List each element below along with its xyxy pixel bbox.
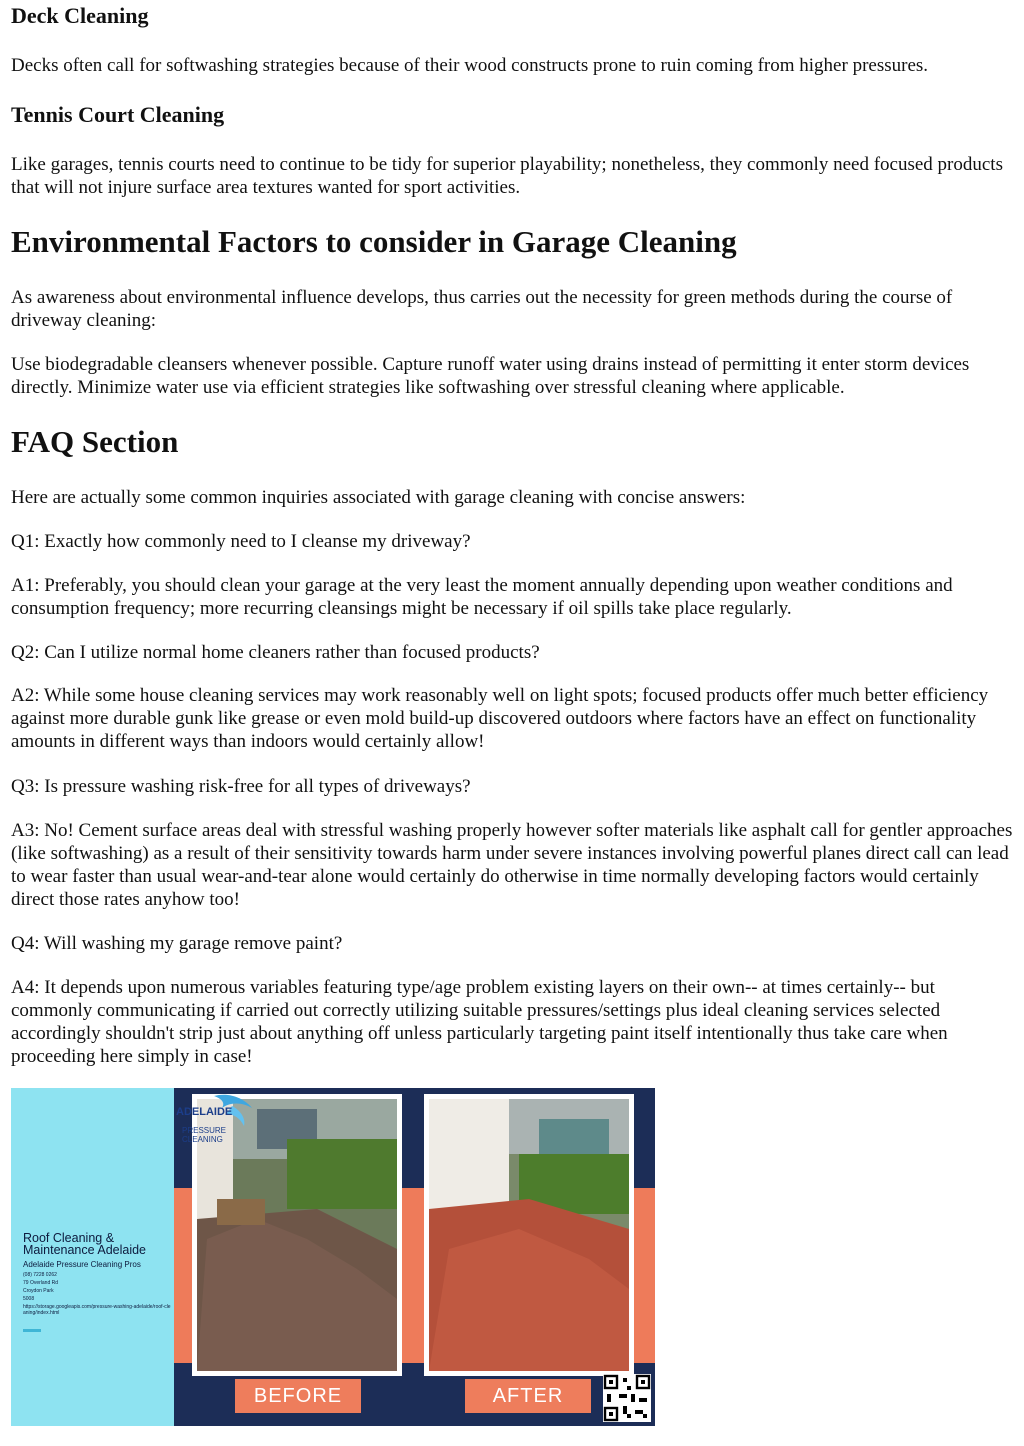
- after-photo: [424, 1094, 634, 1376]
- faq-question: Q3: Is pressure washing risk-free for all types of driveways?: [11, 776, 471, 797]
- qr-code[interactable]: [603, 1374, 651, 1422]
- postcode: 5008: [23, 1296, 35, 1302]
- faq-question: Q1: Exactly how commonly need to I cleanse my driveway?: [11, 531, 471, 552]
- contact-panel: [11, 1088, 174, 1426]
- deck-text: Decks often call for softwashing strategies because of their wood constructs prone to ruin coming from higher pressures.: [11, 55, 929, 76]
- faq-answer: A4: It depends upon numerous variables featuring type/age problem existing layers on their own-- at times certainly-- but commonly communicating if carried out correctly utilizing suitable pressures/settings plus ideal cleaning services selected accordingly shouldn't strip just about anything off unless particularly targeting paint itself intentionally thus take care when proceeding here simply in case!: [11, 977, 948, 1067]
- suburb: Croydon Park: [23, 1288, 54, 1294]
- environmental-text-1: As awareness about environmental influence develops, thus carries out the necessity for green methods during the course of driveway cleaning:: [11, 287, 953, 331]
- faq-answer: A3: No! Cement surface areas deal with stressful washing properly however softer materials like asphalt call for gentler approaches (like softwashing) as a result of their sensitivity towards harm under severe instances involving powerful planes direct call can lead to wear faster than usual wear-and-tear alone would certainly do otherwise in time normally developing factors would certainly direct those rates anyhow too!: [11, 820, 1013, 910]
- faq-answer: A2: While some house cleaning services may work reasonably well on light spots; focused products offer much better efficiency against more durable gunk like grease or even mold build-up discovered outdoors where factors have an effect on functionality amounts in different ways than indoors would certainly allow!: [11, 685, 989, 752]
- company-name: Adelaide Pressure Cleaning Pros: [23, 1260, 141, 1269]
- logo-text-line2: PRESSURE CLEANING: [182, 1126, 227, 1144]
- after-label: AFTER: [465, 1379, 591, 1413]
- qr-code-icon: [603, 1374, 651, 1422]
- phone-number: (08) 7228 0262: [23, 1272, 57, 1278]
- tennis-text: Like garages, tennis courts need to continue to be tidy for superior playability; nonetheless, they commonly need focused products that will not injure surface area textures wanted for sport activities.: [11, 154, 1003, 198]
- deck-heading: Deck Cleaning: [11, 3, 149, 28]
- faq-question: Q2: Can I utilize normal home cleaners rather than focused products?: [11, 642, 540, 663]
- after-photo-image: [429, 1099, 629, 1371]
- before-after-banner: [11, 1088, 655, 1426]
- company-logo: [174, 1092, 266, 1144]
- faq-question: Q4: Will washing my garage remove paint?: [11, 933, 343, 954]
- faq-heading: FAQ Section: [11, 424, 179, 459]
- faq-answer: A1: Preferably, you should clean your garage at the very least the moment annually depending upon weather conditions and consumption frequency; more recurring cleansings might be necessary if oil spills take place regularly.: [11, 575, 953, 619]
- logo-text-line1: ADELAIDE: [176, 1106, 233, 1118]
- before-label: BEFORE: [235, 1379, 361, 1413]
- website-url[interactable]: https://storage.googleapis.com/pressure-washing-adelaide/roof-cleaning/index.html: [23, 1304, 171, 1316]
- street-address: 79 Overland Rd: [23, 1280, 59, 1286]
- environmental-text-2: Use biodegradable cleansers whenever possible. Capture runoff water using drains instead of permitting it enter storm devices directly. Minimize water use via efficient strategies like softwashing over stressful cleaning where applicable.: [11, 354, 970, 398]
- environmental-heading: Environmental Factors to consider in Garage Cleaning: [11, 224, 737, 259]
- decorative-chip: [23, 1329, 41, 1332]
- faq-intro: Here are actually some common inquiries associated with garage cleaning with concise answers:: [11, 487, 746, 508]
- banner-title: Roof Cleaning & Maintenance Adelaide: [23, 1231, 147, 1257]
- tennis-heading: Tennis Court Cleaning: [11, 102, 225, 127]
